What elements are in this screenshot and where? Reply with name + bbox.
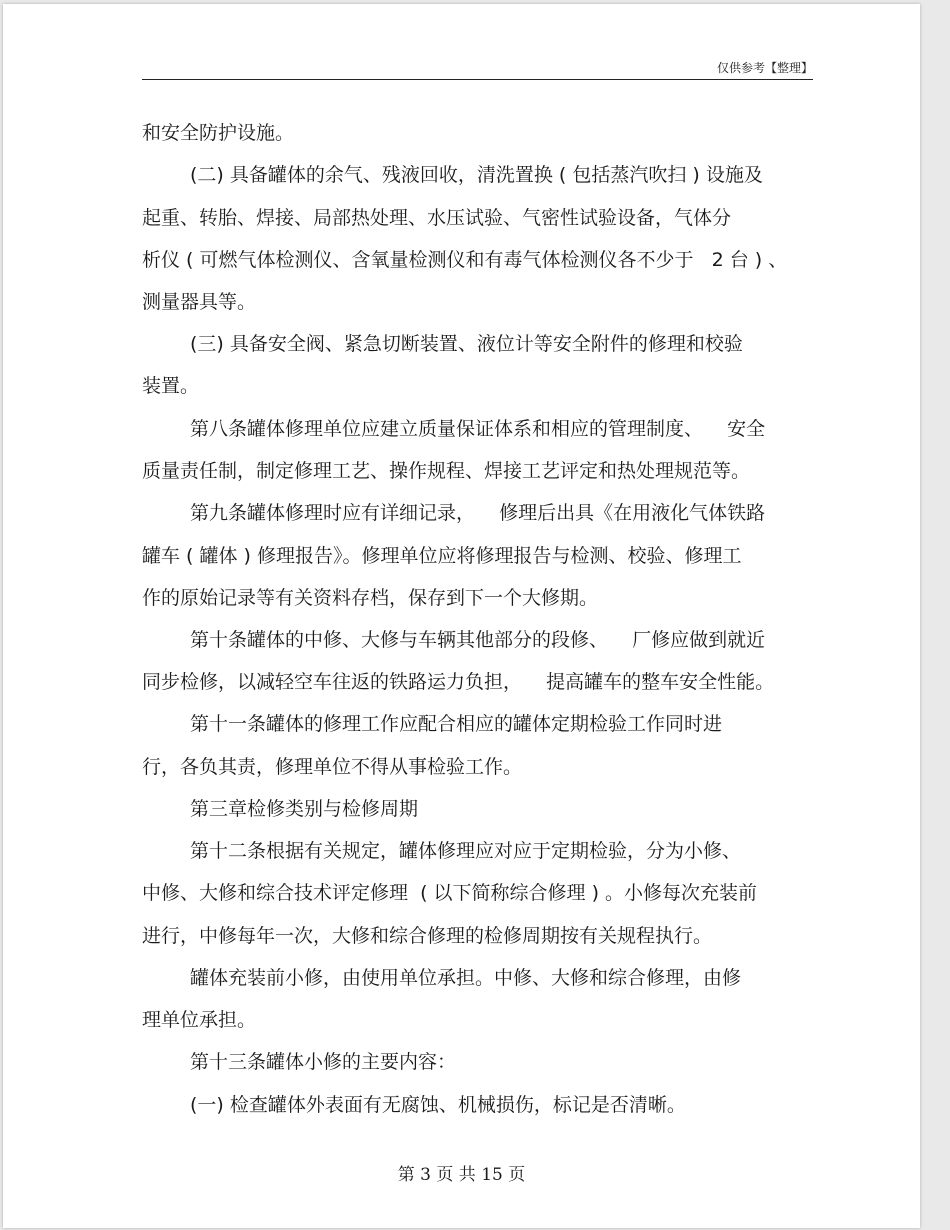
chapter-heading: 第三章检修类别与检修周期: [190, 798, 419, 820]
text-line: 第十一条罐体的修理工作应配合相应的罐体定期检验工作同时进: [190, 713, 723, 735]
document-page: [3, 4, 920, 1228]
text-line: 第十三条罐体小修的主要内容：: [190, 1051, 457, 1073]
text-line: 和安全防护设施。: [142, 122, 295, 144]
text-line: 第九条罐体修理时应有详细记录， 修理后出具《在用液化气体铁路: [190, 502, 766, 524]
text-line: 进行，中修每年一次，大修和综合修理的检修周期按有关规程执行。: [142, 925, 713, 947]
text-line: 行，各负其责，修理单位不得从事检验工作。: [142, 756, 523, 778]
text-line: 作的原始记录等有关资料存档，保存到下一个大修期。: [142, 587, 599, 609]
text-line: 理单位承担。: [142, 1009, 257, 1031]
text-line: 第十二条根据有关规定，罐体修理应对应于定期检验，分为小修、: [190, 840, 742, 862]
text-line: (三) 具备安全阀、紧急切断装置、液位计等安全附件的修理和校验: [190, 333, 743, 355]
text-line: 析仪 ( 可燃气体检测仪、含氧量检测仪和有毒气体检测仪各不少于 2 台 ) 、: [142, 249, 788, 271]
text-line: 第八条罐体修理单位应建立质量保证体系和相应的管理制度、 安全: [190, 418, 766, 440]
text-line: 同步检修，以减轻空车往返的铁路运力负担， 提高罐车的整车安全性能。: [142, 671, 775, 693]
text-line: 质量责任制，制定修理工艺、操作规程、焊接工艺评定和热处理规范等。: [142, 460, 751, 482]
text-line: 中修、大修和综合技术评定修理 ( 以下简称综合修理 ) 。小修每次充装前: [142, 882, 758, 904]
text-line: 罐体充装前小修，由使用单位承担。中修、大修和综合修理，由修: [190, 967, 742, 989]
text-line: (一) 检查罐体外表面有无腐蚀、机械损伤，标记是否清晰。: [190, 1094, 686, 1116]
page-footer: 第 3 页 共 15 页: [397, 1165, 526, 1185]
text-line: 装置。: [142, 375, 200, 397]
text-line: 罐车 ( 罐体 ) 修理报告》。修理单位应将修理报告与检测、校验、修理工: [142, 545, 742, 567]
text-line: (二) 具备罐体的余气、残液回收，清洗置换 ( 包括蒸汽吹扫 ) 设施及: [190, 164, 763, 186]
text-line: 起重、转胎、焊接、局部热处理、水压试验、气密性试验设备，气体分: [142, 207, 732, 229]
page-header: 仅供参考【整理】: [716, 61, 813, 75]
text-line: 第十条罐体的中修、大修与车辆其他部分的段修、 厂修应做到就近: [190, 629, 766, 651]
header-divider: [142, 79, 813, 80]
text-line: 测量器具等。: [142, 291, 257, 313]
